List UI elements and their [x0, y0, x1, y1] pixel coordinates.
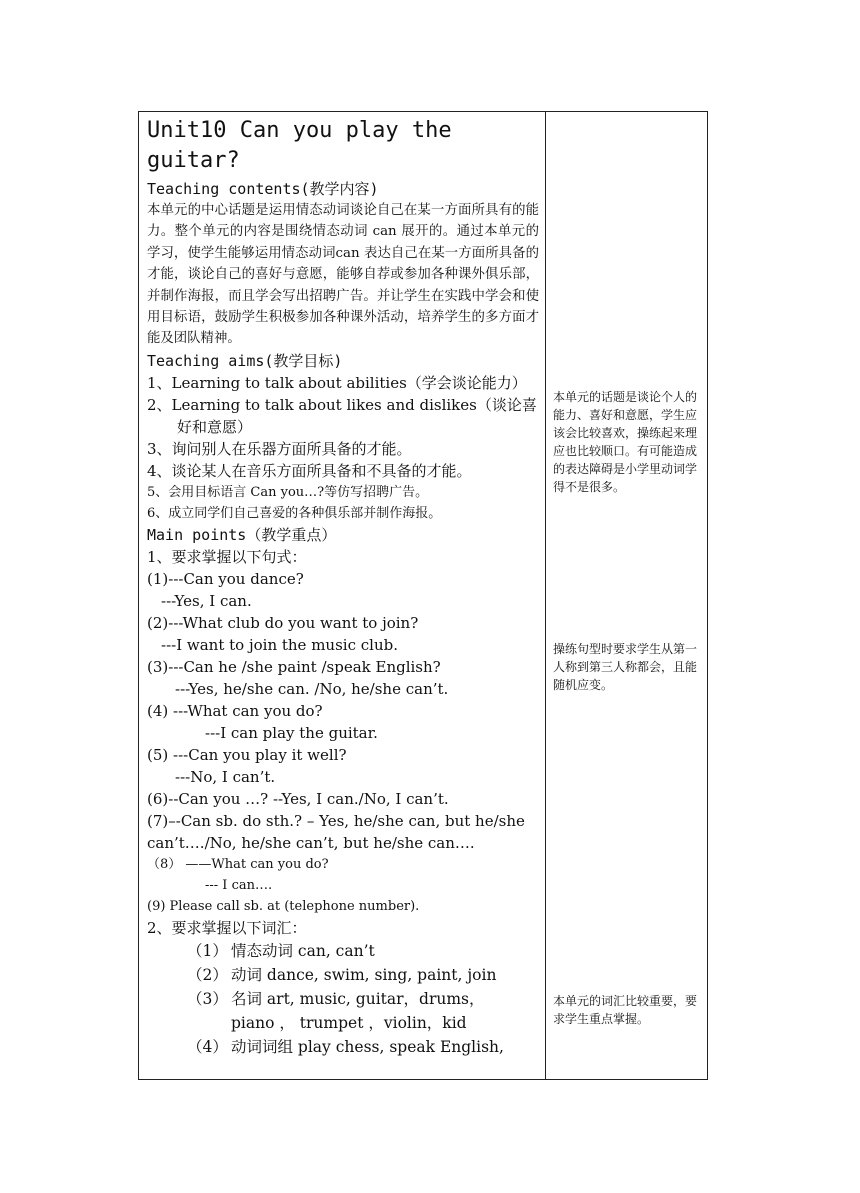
aim-item: 1、Learning to talk about abilities（学会谈论能力） — [147, 373, 527, 392]
vocab-item: （2） 动词 dance, swim, sing, paint, join — [187, 965, 497, 984]
sentence-line: (6)--Can you …? --Yes, I can./No, I can’t. — [147, 789, 449, 808]
aims-heading: Teaching aims(教学目标) — [147, 351, 343, 370]
contents-heading: Teaching contents(教学内容) — [147, 180, 379, 198]
side-note: 本单元的词汇比较重要，要求学生重点掌握。 — [553, 994, 698, 1026]
aim-item: 6、成立同学们自己喜爱的各种俱乐部并制作海报。 — [147, 505, 442, 521]
main-points-heading: Main points（教学重点） — [147, 525, 337, 544]
side-note: 操练句型时要求学生从第一人称到第三人称都会，且能随机应变。 — [553, 642, 698, 692]
sentence-line: ---No, I can’t. — [175, 767, 276, 786]
main-column — [147, 116, 539, 1059]
vocab-item: （1） 情态动词 can, can’t — [187, 941, 375, 960]
vocab-subheading: 2、要求掌握以下词汇： — [147, 918, 307, 937]
column-divider — [545, 112, 546, 1079]
sentence-line: ---I want to join the music club. — [161, 635, 398, 654]
sentence-line: (7)–-Can sb. do sth.? – Yes, he/she can, but he/she can’t…./No, he/she can’t, but he/she can…. — [147, 811, 525, 852]
sentence-line: （8） ——What can you do? — [147, 856, 329, 872]
vocab-item: （3） 名词 art, music, guitar，drums， — [187, 989, 485, 1008]
sentence-line: (1)---Can you dance? — [147, 569, 304, 588]
contents-paragraph: 本单元的中心话题是运用情态动词谈论自己在某一方面所具有的能力。整个单元的内容是围绕情态动词 can 展开的。通过本单元的学习，使学生能够运用情态动词can 表达自己在某一方面所具备的才能，谈论自己的喜好与意愿，能够自荐或参加各种课外俱乐部，并制作海报，而且学会写出招聘广告。并让学生在实践中学会和使用目标语，鼓励学生积极参加各种课外活动，培养学生的多方面才能及团队精神。 — [147, 203, 539, 347]
vocab-item: piano ， trumpet ，violin，kid — [231, 1013, 467, 1032]
sentence-line: ---Yes, he/she can. /No, he/she can’t. — [175, 679, 449, 698]
sentence-line: (4) ---What can you do? — [147, 701, 323, 720]
side-note: 本单元的话题是谈论个人的能力、喜好和意愿，学生应该会比较喜欢，操练起来理应也比较顺口。有可能造成的表达障碍是小学里动词学得不是很多。 — [553, 390, 698, 494]
page-title: Unit10 Can you play the guitar? — [147, 118, 452, 173]
aim-item: 2、Learning to talk about likes and dislikes（谈论喜好和意愿） — [147, 395, 537, 436]
aim-item: 3、询问别人在乐器方面所具备的才能。 — [147, 439, 412, 458]
aim-item: 5、会用目标语言 Can you…?等仿写招聘广告。 — [147, 484, 429, 500]
sentence-line: --- I can…. — [205, 877, 273, 893]
sentence-line: (9) Please call sb. at (telephone number). — [147, 898, 420, 914]
lesson-plan-table — [138, 111, 708, 1080]
sentence-line: ---I can play the guitar. — [205, 723, 378, 742]
aim-item: 4、谈论某人在音乐方面所具备和不具备的才能。 — [147, 461, 472, 480]
sentence-line: ---Yes, I can. — [161, 591, 252, 610]
sentence-line: (2)---What club do you want to join? — [147, 613, 419, 632]
sentence-line: (5) ---Can you play it well? — [147, 745, 347, 764]
sentences-subheading: 1、要求掌握以下句式： — [147, 547, 307, 566]
sentence-line: (3)---Can he /she paint /speak English? — [147, 657, 441, 676]
vocab-item: （4） 动词词组 play chess, speak English, — [187, 1037, 504, 1056]
